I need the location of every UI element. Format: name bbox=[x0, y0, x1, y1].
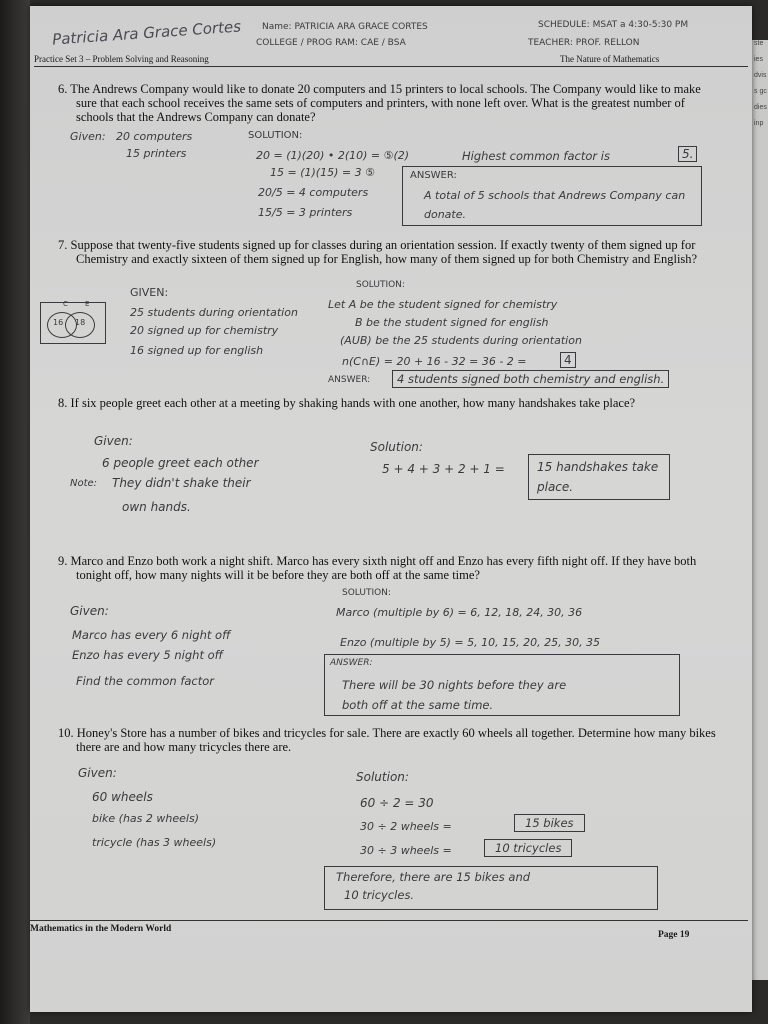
q9-given-label: Given: bbox=[70, 604, 109, 618]
next-page-fragment: dvis bbox=[754, 72, 767, 79]
practice-set-title: Practice Set 3 – Problem Solving and Reasoning bbox=[34, 54, 209, 64]
q6-line-3: 20/5 = 4 computers bbox=[258, 186, 369, 199]
q7-solution-3: (AUB) be the 25 students during orientation bbox=[340, 334, 582, 347]
q7-answer-label: ANSWER: bbox=[328, 375, 371, 385]
q9-given-1: Marco has every 6 night off bbox=[72, 628, 231, 642]
q10-given-2: bike (has 2 wheels) bbox=[92, 812, 199, 825]
college-program: COLLEGE / PROG RAM: CAE / BSA bbox=[256, 38, 406, 48]
q7-given-label: GIVEN: bbox=[130, 286, 169, 299]
q9-solution-2: Enzo (multiple by 5) = 5, 10, 15, 20, 25, 30, 35 bbox=[340, 636, 601, 649]
next-page-fragment: ies bbox=[754, 56, 763, 63]
question-9 bbox=[58, 554, 726, 582]
q8-given-1: 6 people greet each other bbox=[102, 456, 259, 470]
question-7-number: 7. bbox=[58, 238, 68, 252]
question-6-text: The Andrews Company would like to donate 20 computers and 15 printers to local schools. The Company would like to make sure that each school receives the same sets of computers and printers, with none left over. What is the greatest number of schools that the Andrews Company can donate? bbox=[70, 82, 701, 124]
next-page-fragment: dies bbox=[754, 104, 767, 111]
question-6 bbox=[58, 82, 716, 124]
q9-given-3: Find the common factor bbox=[76, 674, 215, 688]
question-9-text: Marco and Enzo both work a night shift. Marco has every sixth night off and Enzo has every fifth night off. If they have both tonight off, how many nights will it be before they are both off at the same time? bbox=[70, 554, 697, 582]
q7-solution-1: Let A be the student signed for chemistry bbox=[328, 298, 558, 311]
q7-given-2: 20 signed up for chemistry bbox=[130, 324, 279, 337]
question-10 bbox=[58, 726, 726, 754]
q6-line-4: 15/5 = 3 printers bbox=[258, 206, 353, 219]
q9-solution-1: Marco (multiple by 6) = 6, 12, 18, 24, 30, 36 bbox=[336, 606, 583, 619]
header-rule bbox=[34, 66, 748, 67]
q9-solution-label: SOLUTION: bbox=[342, 588, 391, 598]
q6-solution-label: SOLUTION: bbox=[248, 130, 303, 141]
q7-answer-text: 4 students signed both chemistry and english. bbox=[392, 370, 669, 388]
question-8-text: If six people greet each other at a meeting by shaking hands with one another, how many handshakes take place? bbox=[70, 396, 636, 410]
question-10-number: 10. bbox=[58, 726, 74, 740]
page-number: Page 19 bbox=[658, 930, 690, 940]
q8-given-label: Given: bbox=[94, 434, 133, 448]
book-section-title: The Nature of Mathematics bbox=[560, 54, 660, 64]
name-scribble: Patricia Ara Grace Cortes bbox=[51, 17, 242, 49]
q8-answer-text: 15 handshakes take place. bbox=[528, 454, 670, 500]
question-6-number: 6. bbox=[58, 82, 68, 96]
question-7 bbox=[58, 238, 716, 266]
q8-note-2: own hands. bbox=[122, 500, 191, 514]
venn-label-e: E bbox=[85, 300, 90, 308]
student-name: Name: PATRICIA ARA GRACE CORTES bbox=[262, 22, 428, 32]
q7-given-3: 16 signed up for english bbox=[130, 344, 264, 357]
q9-answer-text-1: There will be 30 nights before they are bbox=[342, 678, 567, 692]
q9-given-2: Enzo has every 5 night off bbox=[72, 648, 223, 662]
venn-diagram bbox=[40, 302, 106, 344]
q7-solution-2: B be the student signed for english bbox=[355, 316, 549, 329]
venn-value-left: 16 bbox=[53, 318, 64, 327]
q6-line-2: 15 = (1)(15) = 3 ⑤ bbox=[270, 166, 375, 179]
question-8 bbox=[58, 396, 716, 410]
q6-given-1: 20 computers bbox=[116, 130, 193, 143]
question-8-number: 8. bbox=[58, 396, 68, 410]
next-page-fragment: inp bbox=[754, 120, 764, 127]
venn-label-c: C bbox=[63, 300, 68, 308]
venn-value-right: 18 bbox=[75, 318, 86, 327]
q10-answer-text-1: Therefore, there are 15 bikes and bbox=[336, 870, 531, 884]
question-10-text: Honey's Store has a number of bikes and tricycles for sale. There are exactly 60 wheels all together. Determine how many bikes there are and how many tricycles there are. bbox=[76, 726, 716, 754]
worksheet-page bbox=[30, 6, 752, 1012]
question-9-number: 9. bbox=[58, 554, 68, 568]
q10-given-label: Given: bbox=[78, 766, 117, 780]
q10-solution-3: 30 ÷ 3 wheels = bbox=[360, 844, 452, 857]
next-page-fragment: ste bbox=[754, 40, 764, 47]
q6-given-2: 15 printers bbox=[126, 147, 187, 160]
q10-solution-1: 60 ÷ 2 = 30 bbox=[360, 796, 434, 810]
q6-hcf-value: 5. bbox=[678, 146, 697, 162]
q7-solution-4: n(C∩E) = 20 + 16 - 32 = 36 - 2 = bbox=[342, 355, 527, 368]
q8-sum: 5 + 4 + 3 + 2 + 1 = bbox=[382, 462, 505, 476]
photo-background-edge bbox=[0, 0, 30, 1024]
book-title: Mathematics in the Modern World bbox=[30, 924, 172, 934]
q10-given-3: tricycle (has 3 wheels) bbox=[92, 836, 217, 849]
q7-solution-label: SOLUTION: bbox=[356, 280, 405, 290]
q10-solution-3-value: 10 tricycles bbox=[484, 839, 572, 857]
footer-rule bbox=[30, 920, 748, 921]
schedule: SCHEDULE: MSAT a 4:30-5:30 PM bbox=[538, 20, 689, 30]
q8-note-1: They didn't shake their bbox=[112, 476, 251, 490]
q10-solution-2: 30 ÷ 2 wheels = bbox=[360, 820, 452, 833]
q10-solution-2-value: 15 bikes bbox=[514, 814, 585, 832]
q9-answer-label: ANSWER: bbox=[330, 658, 373, 668]
q10-answer-text-2: 10 tricycles. bbox=[344, 888, 415, 902]
teacher: TEACHER: PROF. RELLON bbox=[528, 38, 640, 48]
question-7-text: Suppose that twenty-five students signed up for classes during an orientation session. If exactly twenty of them signed up for Chemistry and exactly sixteen of them signed up for English, how many of them signed up for both Chemistry and English? bbox=[70, 238, 698, 266]
q6-answer-text: A total of 5 schools that Andrews Company can donate. bbox=[424, 189, 686, 221]
q8-note-label: Note: bbox=[70, 478, 98, 489]
q8-solution-label: Solution: bbox=[370, 440, 423, 454]
q7-solution-value: 4 bbox=[560, 352, 576, 368]
q6-answer-label: ANSWER: bbox=[410, 170, 457, 181]
q10-solution-label: Solution: bbox=[356, 770, 409, 784]
q9-answer-text-2: both off at the same time. bbox=[342, 698, 494, 712]
q6-given-label: Given: bbox=[70, 130, 106, 143]
adjacent-page-edge bbox=[752, 40, 768, 980]
q6-hcf-label: Highest common factor is bbox=[462, 149, 610, 163]
q10-given-1: 60 wheels bbox=[92, 790, 153, 804]
next-page-fragment: s gc bbox=[754, 88, 767, 95]
q6-line-1: 20 = (1)(20) • 2(10) = ⑤(2) bbox=[256, 149, 410, 162]
q7-given-1: 25 students during orientation bbox=[130, 306, 298, 319]
